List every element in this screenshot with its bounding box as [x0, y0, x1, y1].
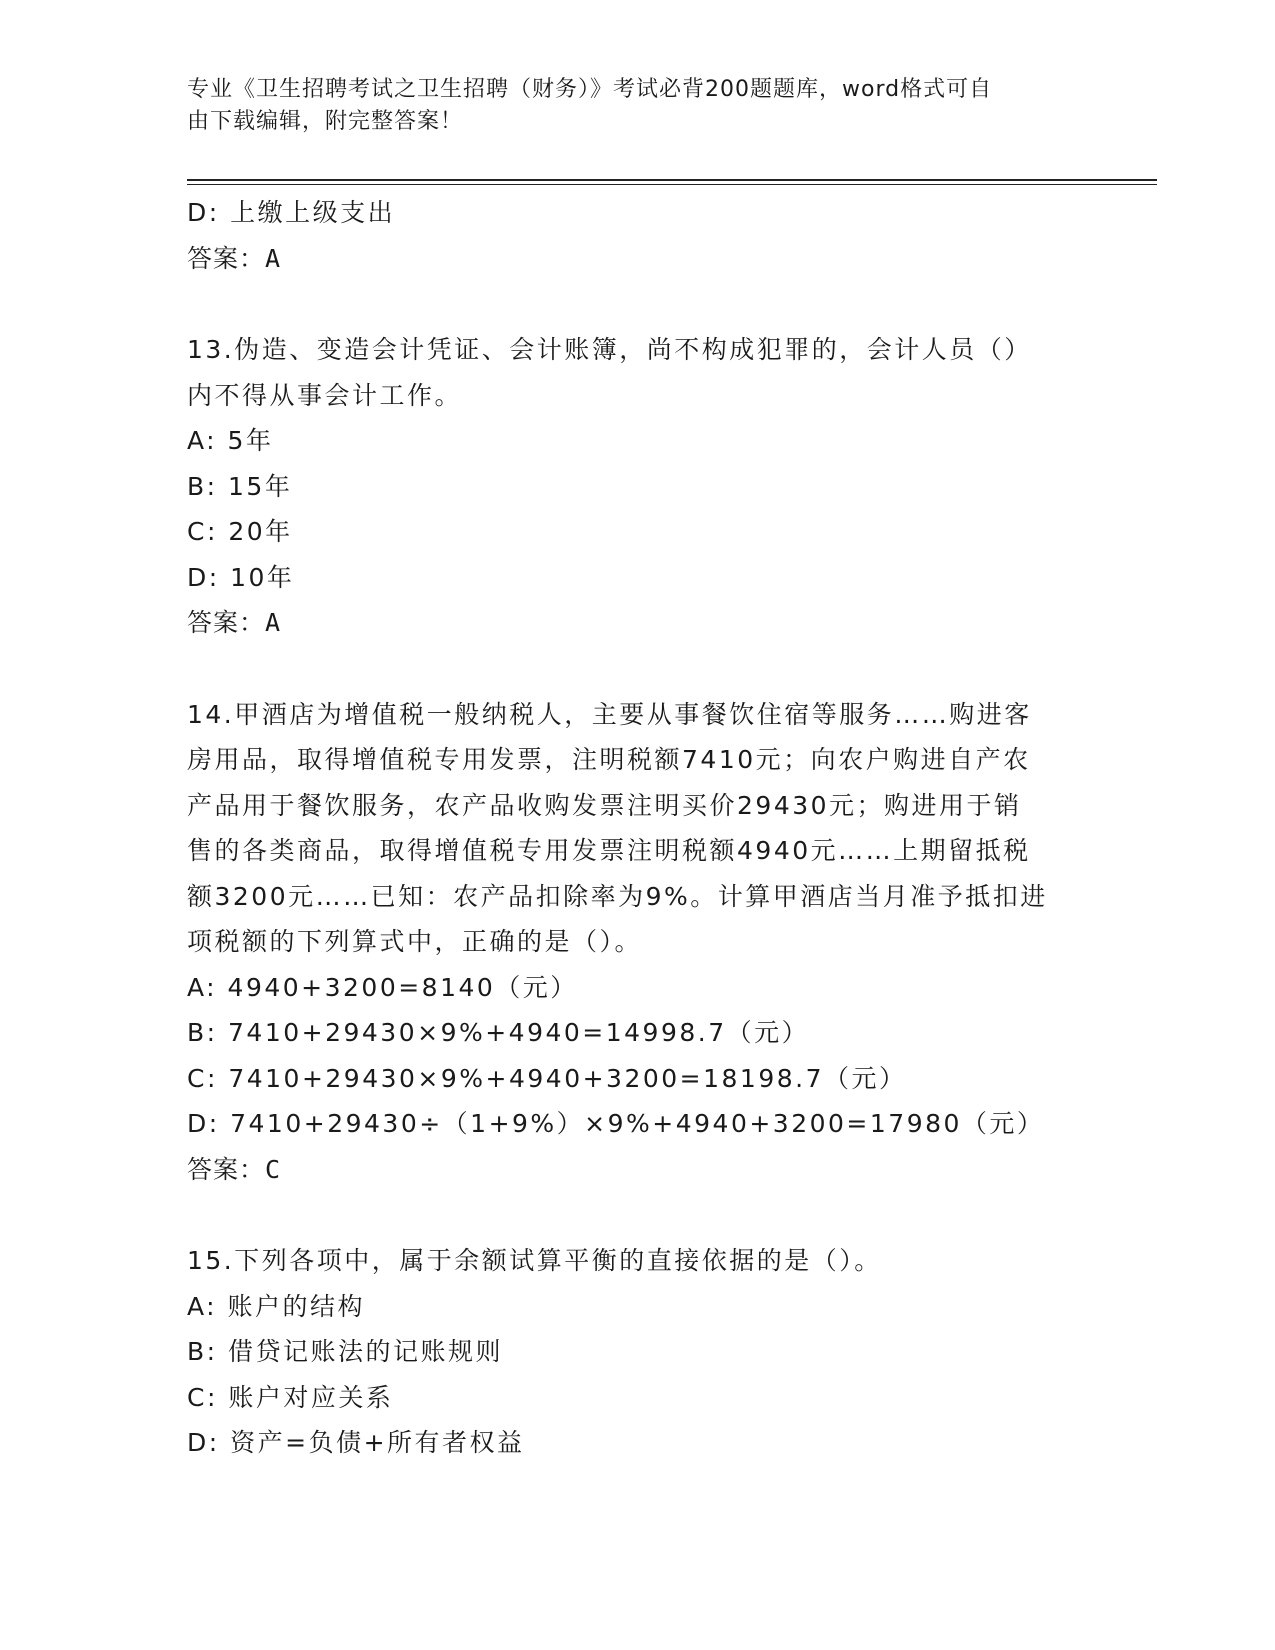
header-line-2: 由下载编辑，附完整答案！: [187, 109, 464, 134]
answer-line: 答案：A: [187, 243, 282, 273]
spacer: [187, 1192, 1087, 1238]
question-stem-line: 项税额的下列算式中，正确的是（）。: [187, 927, 643, 956]
spacer: [187, 281, 1087, 327]
option-b: B: 15年: [187, 471, 293, 501]
option-d: D: 7410+29430÷（1+9%）×9%+4940+3200=17980（元）: [187, 1109, 1045, 1138]
option-a: A: 账户的结构: [187, 1291, 366, 1321]
question-stem-line: 13.伪造、变造会计凭证、会计账簿，尚不构成犯罪的，会计人员（）: [187, 335, 1032, 364]
question-14: [187, 692, 1087, 1193]
answer-line: 答案：C: [187, 1154, 282, 1184]
option-b: B: 7410+29430×9%+4940=14998.7（元）: [187, 1018, 810, 1047]
previous-question-tail: [187, 190, 1087, 281]
question-stem-line: 售的各类商品，取得增值税专用发票注明税额4940元……上期留抵税: [187, 836, 1031, 865]
header-divider: [187, 179, 1157, 185]
question-15: [187, 1238, 1087, 1466]
option-d: D: 资产=负债+所有者权益: [187, 1428, 525, 1457]
question-stem-line: 内不得从事会计工作。: [187, 380, 463, 410]
option-c: C: 7410+29430×9%+4940+3200=18198.7（元）: [187, 1063, 907, 1093]
option-d: D: 上缴上级支出: [187, 198, 396, 227]
document-body: [187, 190, 1087, 1466]
option-d: D: 10年: [187, 562, 295, 592]
answer-line: 答案：A: [187, 608, 282, 637]
document-page: [187, 0, 1157, 1650]
option-a: A: 5年: [187, 426, 274, 455]
option-c: C: 20年: [187, 517, 293, 546]
question-stem-line: 15.下列各项中，属于余额试算平衡的直接依据的是（）。: [187, 1246, 882, 1275]
option-b: B: 借贷记账法的记账规则: [187, 1337, 504, 1366]
question-stem-line: 产品用于餐饮服务，农产品收购发票注明买价29430元；购进用于销: [187, 790, 1022, 820]
document-header: [187, 74, 1067, 138]
question-13: [187, 327, 1087, 646]
question-stem-line: 14.甲酒店为增值税一般纳税人，主要从事餐饮住宿等服务……购进客: [187, 699, 1032, 729]
option-a: A: 4940+3200=8140（元）: [187, 972, 578, 1002]
option-c: C: 账户对应关系: [187, 1382, 394, 1412]
spacer: [187, 646, 1087, 692]
question-stem-line: 房用品，取得增值税专用发票，注明税额7410元；向农户购进自产农: [187, 745, 1031, 774]
question-stem-line: 额3200元……已知：农产品扣除率为9%。计算甲酒店当月准予抵扣进: [187, 881, 1048, 911]
header-line-1: 专业《卫生招聘考试之卫生招聘（财务）》考试必背200题题库，word格式可自: [187, 77, 993, 102]
